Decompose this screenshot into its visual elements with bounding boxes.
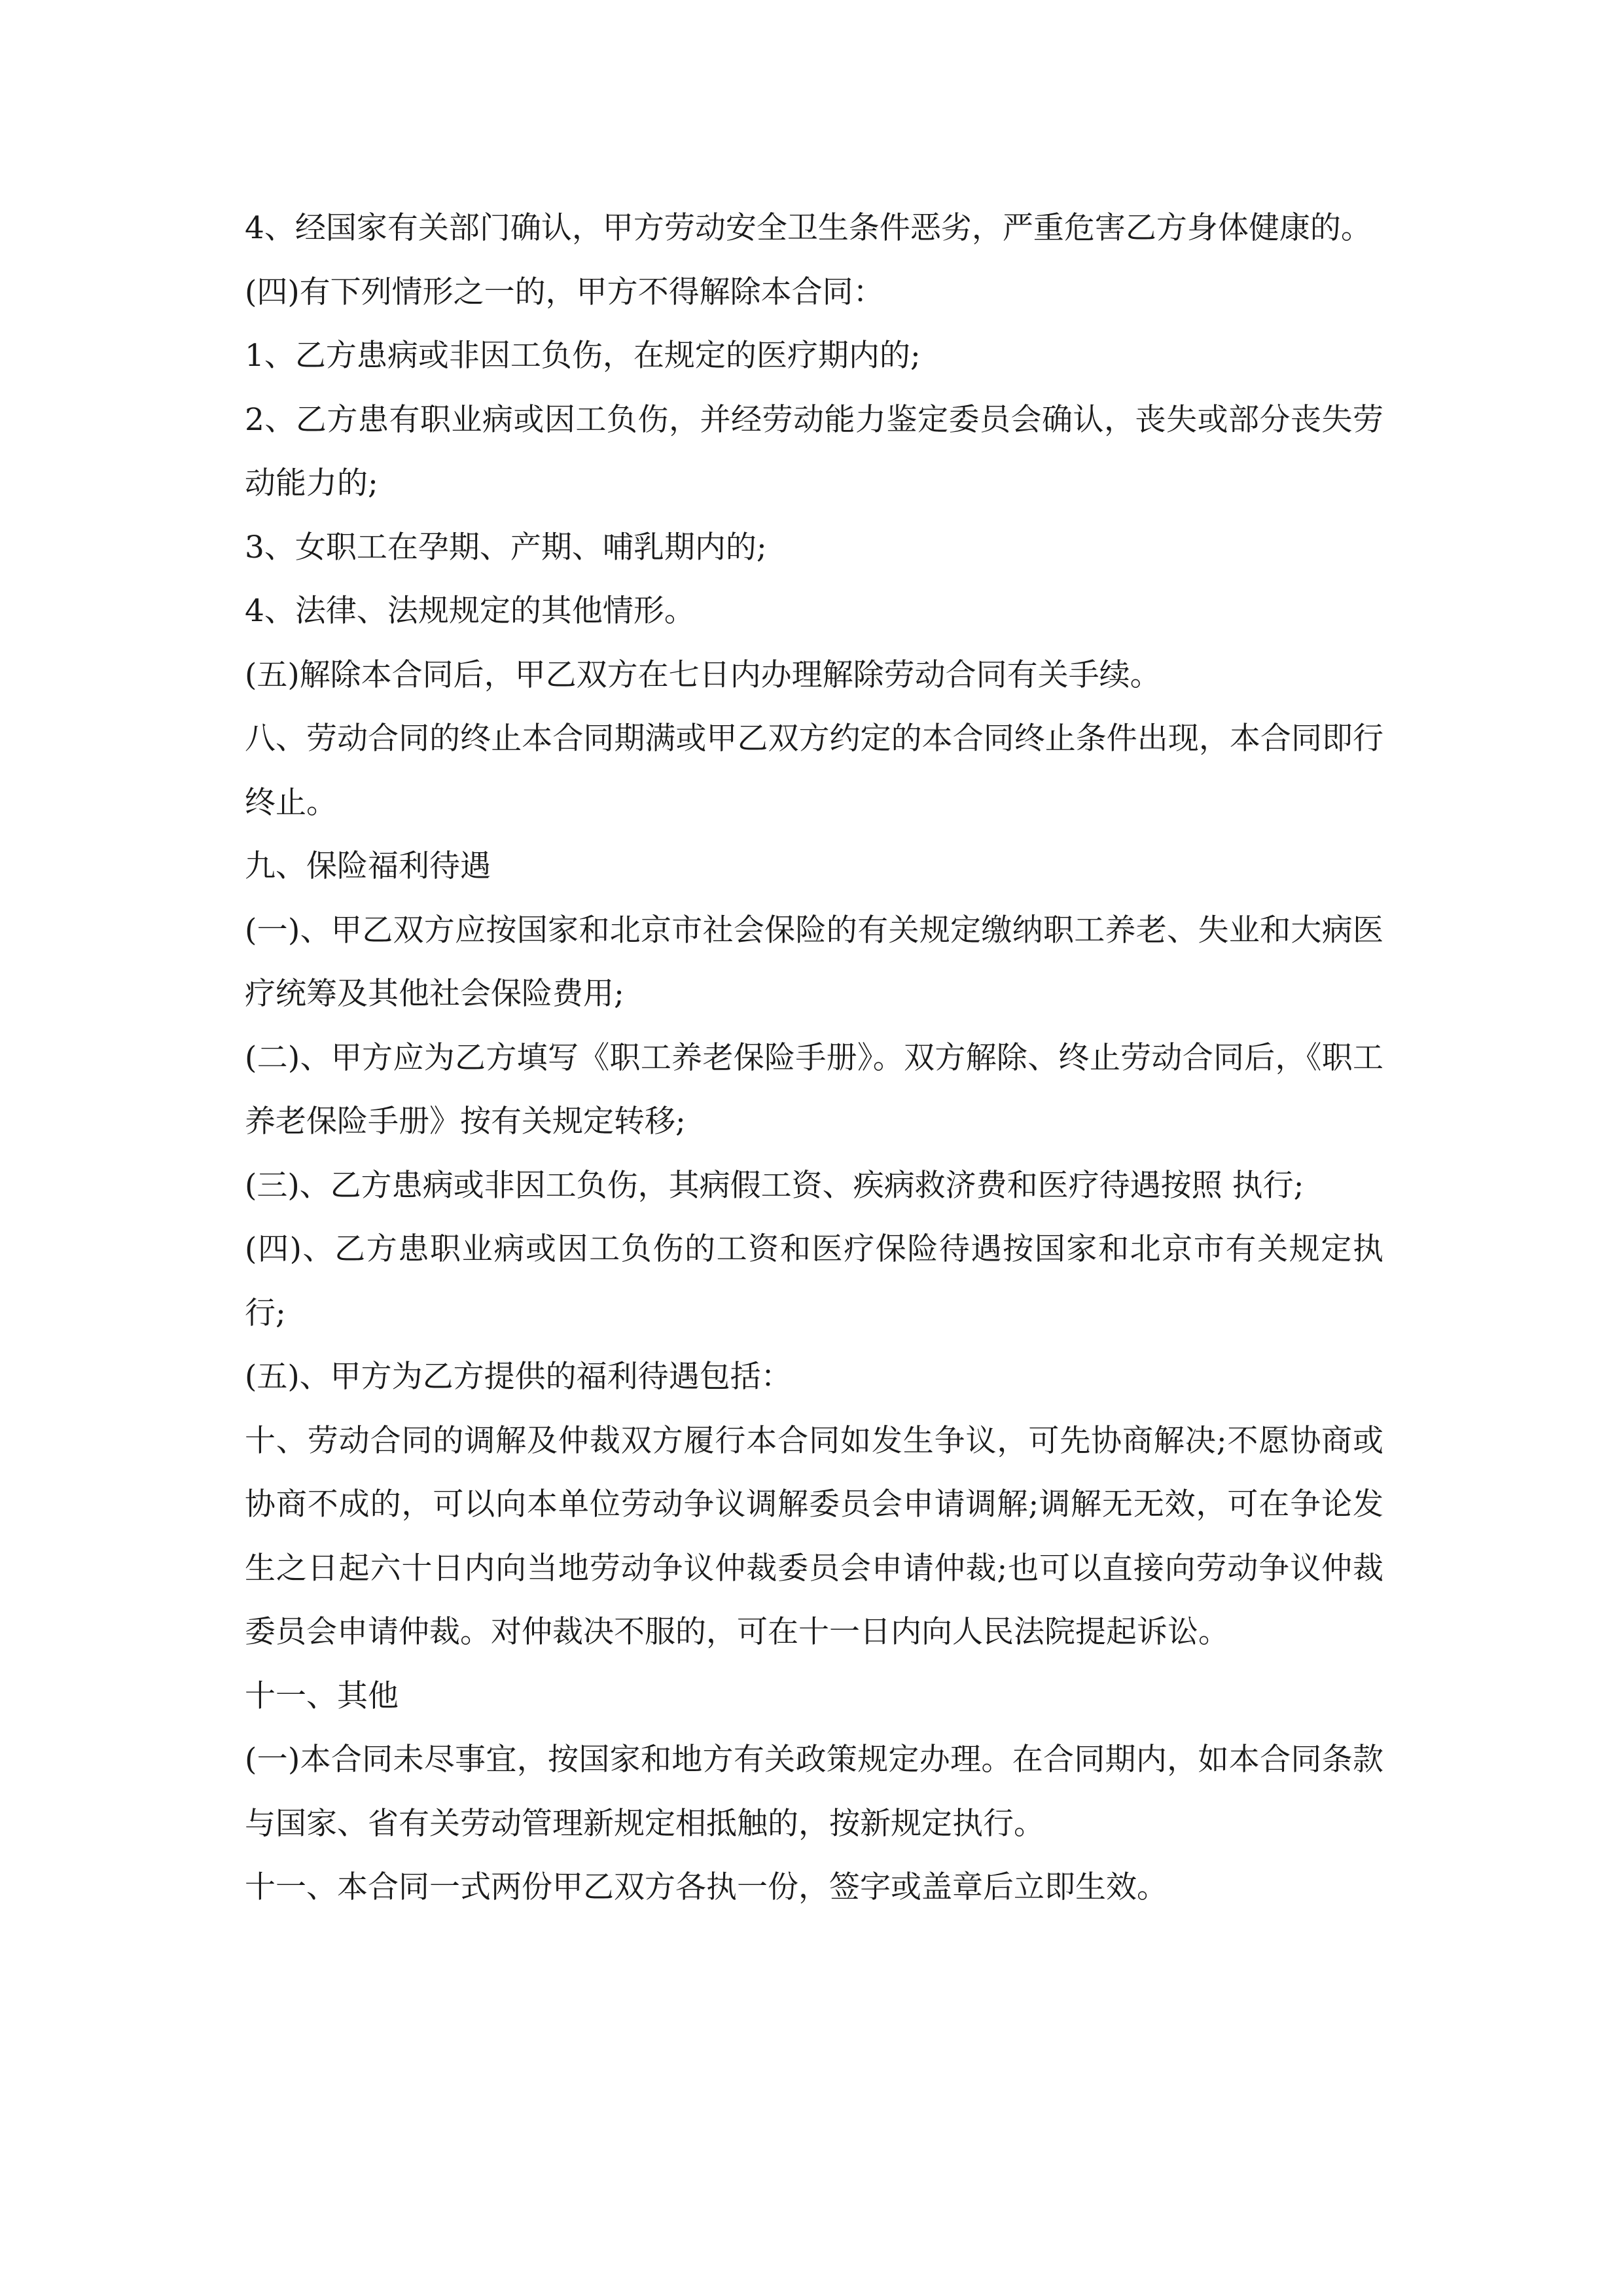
document-body xyxy=(245,196,1383,1920)
paragraph-insurance-4: (四)、乙方患职业病或因工负伤的工资和医疗保险待遇按国家和北京市有关规定执行; xyxy=(245,1231,1383,1331)
paragraph-copies-effective: 十一、本合同一式两份甲乙双方各执一份，签字或盖章后立即生效。 xyxy=(245,1869,1168,1905)
paragraph-insurance-5: (五)、甲方为乙方提供的福利待遇包括： xyxy=(245,1359,792,1395)
paragraph-insurance-1: (一)、甲乙双方应按国家和北京市社会保险的有关规定缴纳职工养老、失业和大病医疗统筹及其他社会保险费用; xyxy=(245,912,1383,1012)
paragraph-item-3-female-staff: 3、女职工在孕期、产期、哺乳期内的; xyxy=(245,529,767,565)
paragraph-item-4-health: 4、经国家有关部门确认，甲方劳动安全卫生条件恶劣，严重危害乙方身体健康的。 xyxy=(245,210,1372,246)
paragraph-insurance-2: (二)、甲方应为乙方填写《职工养老保险手册》。双方解除、终止劳动合同后，《职工养老保险手册》按有关规定转移; xyxy=(245,1039,1383,1139)
paragraph-section-5-procedures: (五)解除本合同后，甲乙双方在七日内办理解除劳动合同有关手续。 xyxy=(245,656,1161,693)
paragraph-insurance-3: (三)、乙方患病或非因工负伤，其病假工资、疾病救济费和医疗待遇按照 执行; xyxy=(245,1167,1304,1204)
paragraph-article-8-termination: 八、劳动合同的终止本合同期满或甲乙双方约定的本合同终止条件出现，本合同即行终止。 xyxy=(245,721,1383,821)
paragraph-other-1: (一)本合同未尽事宜，按国家和地方有关政策规定办理。在合同期内，如本合同条款与国家、省有关劳动管理新规定相抵触的，按新规定执行。 xyxy=(245,1742,1383,1842)
paragraph-article-10-arbitration: 十、劳动合同的调解及仲裁双方履行本合同如发生争议，可先协商解决;不愿协商或协商不成的，可以向本单位劳动争议调解委员会申请调解;调解无无效，可在争论发生之日起六十日内向当地劳动争议仲裁委员会申请仲裁;也可以直接向劳动争议仲裁委员会申请仲裁。对仲裁决不服的，可在十一日内向人民法院提起诉讼。 xyxy=(245,1422,1383,1650)
paragraph-article-11-heading: 十一、其他 xyxy=(245,1677,399,1714)
paragraph-article-9-heading: 九、保险福利待遇 xyxy=(245,848,491,884)
paragraph-item-1-illness: 1、乙方患病或非因工负伤，在规定的医疗期内的; xyxy=(245,338,921,374)
paragraph-section-4-heading: (四)有下列情形之一的，甲方不得解除本合同： xyxy=(245,274,884,310)
paragraph-item-4-other: 4、法律、法规规定的其他情形。 xyxy=(245,593,695,629)
paragraph-item-2-occupational: 2、乙方患有职业病或因工负伤，并经劳动能力鉴定委员会确认，丧失或部分丧失劳动能力的; xyxy=(245,401,1383,501)
